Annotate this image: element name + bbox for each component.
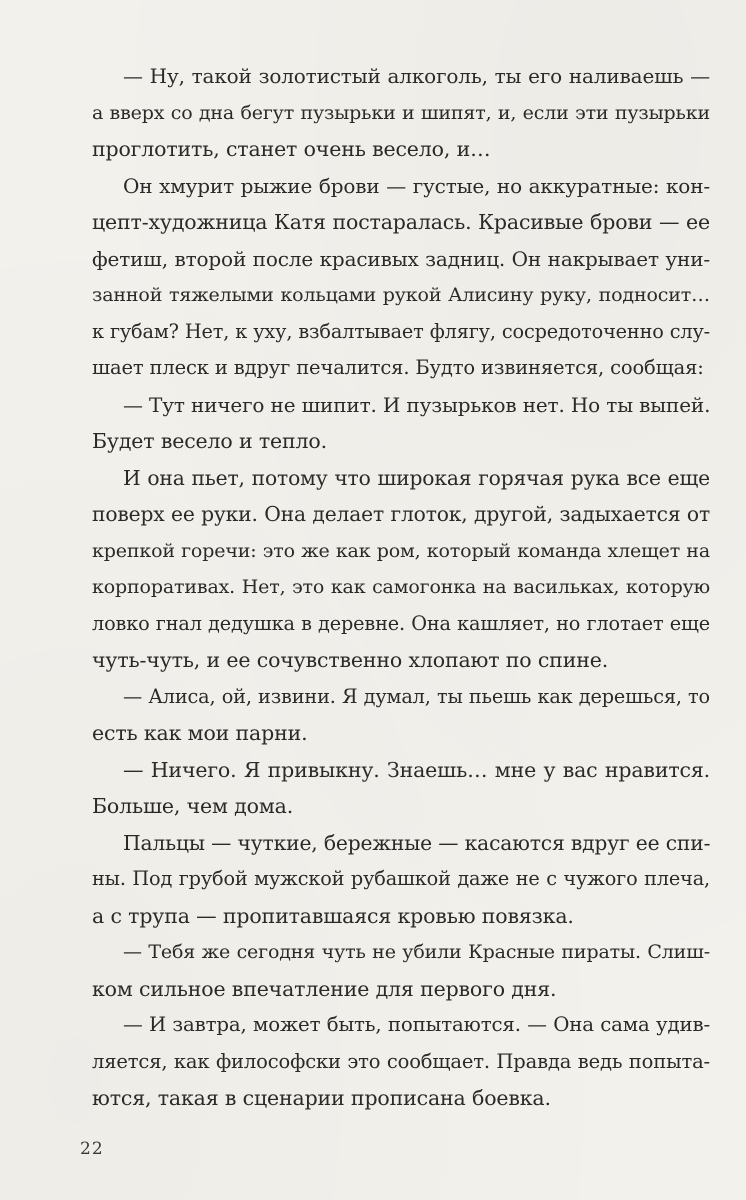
text-line: ком сильное впечатление для первого дня. <box>92 976 557 1001</box>
text-line: есть как мои парни. <box>92 721 308 745</box>
text-line: — Ну, такой золотистый алкоголь, ты его наливаешь — <box>123 64 710 88</box>
text-line: чуть-чуть, и ее сочувственно хлопают по спине. <box>92 648 609 672</box>
text-line: шает плеск и вдруг печалится. Будто извиняется, сообщая: <box>92 356 704 379</box>
text-line: — Тебя же сегодня чуть не убили Красные пираты. Слиш- <box>123 941 710 963</box>
text-line: Пальцы — чуткие, бережные — касаются вдруг ее спи- <box>123 830 711 855</box>
text-line: занной тяжелыми кольцами рукой Алисину руку, подносит… <box>92 284 710 306</box>
text-line: ются, такая в сценарии прописана боевка. <box>92 1086 551 1110</box>
text-line: поверх ее руки. Она делает глоток, другой, задыхается от <box>92 502 710 526</box>
text-line: ловко гнал дедушка в деревне. Она кашляет, но глотает еще <box>92 611 710 635</box>
text-line: Будет весело и тепло. <box>92 429 327 453</box>
text-line: Больше, чем дома. <box>92 794 294 818</box>
text-line: крепкой горечи: это же как ром, который команда хлещет на <box>92 539 710 562</box>
text-line: ляется, как философски это сообщает. Правда ведь попыта- <box>92 1049 710 1073</box>
text-line: Он хмурит рыжие брови — густые, но аккуратные: кон- <box>123 173 710 198</box>
page-number: 22 <box>80 1139 104 1159</box>
text-line: — Алиса, ой, извини. Я думал, ты пьешь как дерешься, то <box>123 684 710 708</box>
text-line: — Ничего. Я привыкну. Знаешь… мне у вас нравится. <box>123 757 710 782</box>
text-line: а с трупа — пропитавшаяся кровью повязка. <box>92 903 574 928</box>
text-line: к губам? Нет, к уху, взбалтывает флягу, сосредоточенно слу- <box>92 319 710 343</box>
text-line: фетиш, второй после красивых задниц. Он накрывает уни- <box>92 246 710 271</box>
text-line: проглотить, станет очень весело, и… <box>92 137 491 161</box>
text-line: — Тут ничего не шипит. И пузырьков нет. Но ты выпей. <box>123 392 711 417</box>
text-line: — И завтра, может быть, попытаются. — Она сама удив- <box>123 1013 710 1036</box>
text-line: а вверх со дна бегут пузырьки и шипят, и, если эти пузырьки <box>92 101 710 124</box>
text-line: И она пьет, потому что широкая горячая рука все еще <box>123 465 710 490</box>
text-line: корпоративах. Нет, это как самогонка на васильках, которую <box>92 576 710 598</box>
text-line: ны. Под грубой мужской рубашкой даже не с чужого плеча, <box>92 867 710 890</box>
body-text <box>92 58 710 1117</box>
text-line: цепт-художница Катя постаралась. Красивые брови — ее <box>92 210 710 234</box>
